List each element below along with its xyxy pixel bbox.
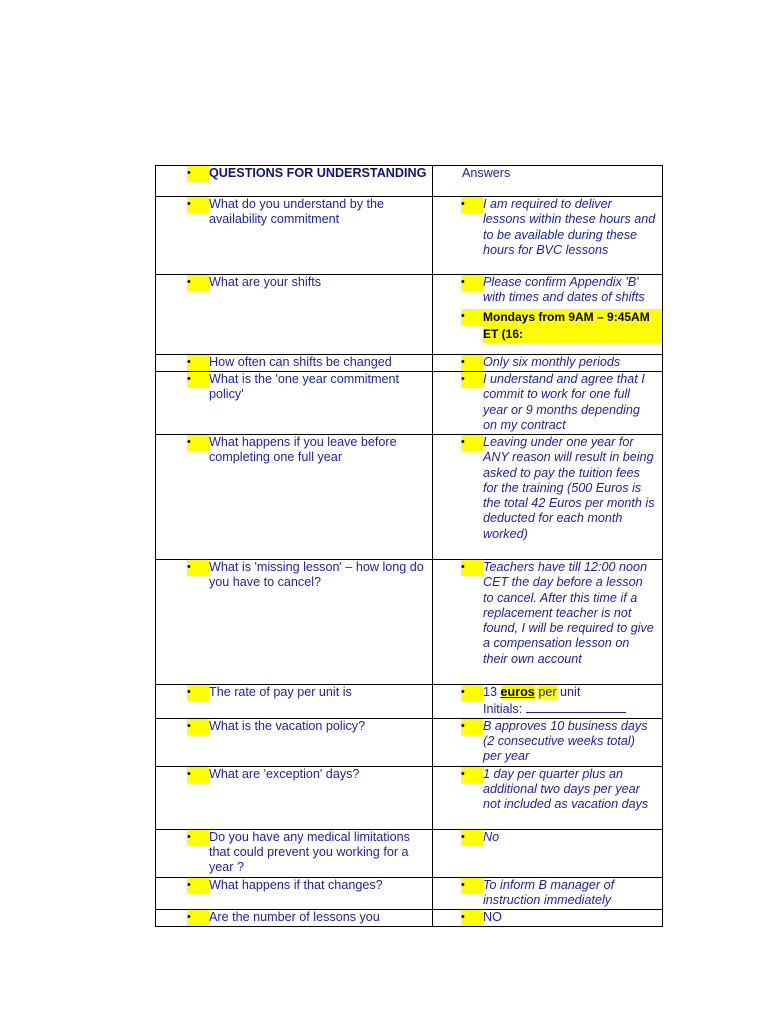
question-text: What happens if that changes? [209, 877, 383, 892]
bullet-icon: • [187, 435, 209, 451]
bullet-icon: • [187, 910, 209, 926]
bullet-icon: • [187, 767, 209, 783]
table-row [156, 718, 663, 766]
bullet-icon: • [461, 830, 483, 846]
pay-unit: unit [560, 685, 581, 699]
bullet-icon: • [187, 830, 209, 846]
bullet-icon: • [187, 685, 209, 701]
bullet-icon: • [461, 767, 483, 783]
bullet-icon: • [187, 275, 209, 291]
question-text: Do you have any medical limitations that could prevent you working for a year ? [209, 829, 410, 875]
table-row [156, 877, 663, 909]
bullet-icon: • [187, 197, 209, 213]
question-text: What happens if you leave before completing one full year [209, 435, 397, 465]
answer-text: Please confirm Appendix 'B' with times and dates of shifts [483, 275, 645, 305]
initials-label: Initials: [483, 702, 523, 717]
bullet-icon: • [461, 309, 483, 325]
table-row [156, 829, 663, 877]
answer-text: Only six monthly periods [483, 355, 621, 369]
bullet-icon: • [187, 878, 209, 894]
document-page [155, 165, 660, 927]
pay-per: per [538, 685, 557, 699]
questions-table [155, 165, 663, 927]
bullet-icon: • [461, 719, 483, 735]
bullet-icon: • [187, 355, 209, 371]
pay-currency: euros [500, 685, 535, 699]
pay-rate-answer [483, 685, 662, 718]
bullet-icon: • [461, 685, 483, 701]
bullet-icon: • [461, 355, 483, 371]
bullet-icon: • [187, 372, 209, 388]
bullet-icon: • [461, 275, 483, 291]
table-row [156, 372, 663, 435]
bullet-icon: • [461, 197, 483, 213]
question-text: What are your shifts [209, 275, 321, 289]
bullet-icon: • [461, 878, 483, 894]
question-text: What is the vacation policy? [209, 718, 366, 733]
header-answer-label: Answers [462, 166, 511, 180]
initials-field[interactable] [526, 700, 626, 713]
bullet-icon: • [461, 372, 483, 388]
table-row [156, 909, 663, 926]
question-text: What do you understand by the availability commitment [209, 197, 385, 227]
bullet-icon: • [461, 560, 483, 576]
bullet-icon: • [461, 435, 483, 451]
table-row [156, 685, 663, 719]
answer-text: To inform B manager of instruction immediately [483, 877, 615, 907]
bullet-icon: • [187, 166, 209, 182]
question-text: The rate of pay per unit is [209, 685, 352, 699]
table-row [156, 435, 663, 560]
question-text: How often can shifts be changed [209, 355, 392, 369]
header-question-label: QUESTIONS FOR UNDERSTANDING [209, 166, 427, 180]
question-text: What is the 'one year commitment policy' [209, 372, 399, 402]
question-text: What is 'missing lesson' – how long do you have to cancel? [209, 560, 424, 590]
header-answer-cell [433, 166, 663, 197]
bullet-icon: • [187, 719, 209, 735]
answer-text: No [483, 829, 500, 844]
table-row [156, 766, 663, 829]
answer-text: I understand and agree that I commit to work for one full year or 9 months depending on my contract [483, 372, 645, 432]
answer-text: Teachers have till 12:00 noon CET the day before a lesson to cancel. After this time if a replacement teacher is not found, I will be required to give a compensation lesson on their own account [483, 560, 654, 666]
table-row [156, 197, 663, 275]
question-text: What are 'exception' days? [209, 766, 360, 781]
answer-text: Leaving under one year for ANY reason will result in being asked to pay the tuition fees for the training (500 Euros is the total 42 Euros per month is deducted for each month worked) [483, 435, 655, 541]
bullet-icon: • [187, 560, 209, 576]
bullet-icon: • [461, 910, 483, 926]
table-row [156, 560, 663, 685]
question-text: Are the number of lessons you [209, 909, 380, 924]
answer-text: B approves 10 business days (2 consecutive weeks total) per year [483, 718, 648, 764]
answer-text: I am required to deliver lessons within these hours and to be available during these hours for BVC lessons [483, 197, 656, 257]
table-header-row [156, 166, 663, 197]
answer-text: 1 day per quarter plus an additional two days per year not included as vacation days [483, 766, 649, 812]
table-row [156, 355, 663, 372]
table-row [156, 275, 663, 355]
answer-text: NO [483, 909, 502, 924]
header-question-cell [156, 166, 433, 197]
answer-text-shift: Mondays from 9AM – 9:45AM ET (16: [483, 309, 662, 343]
pay-amount: 13 [483, 685, 498, 699]
